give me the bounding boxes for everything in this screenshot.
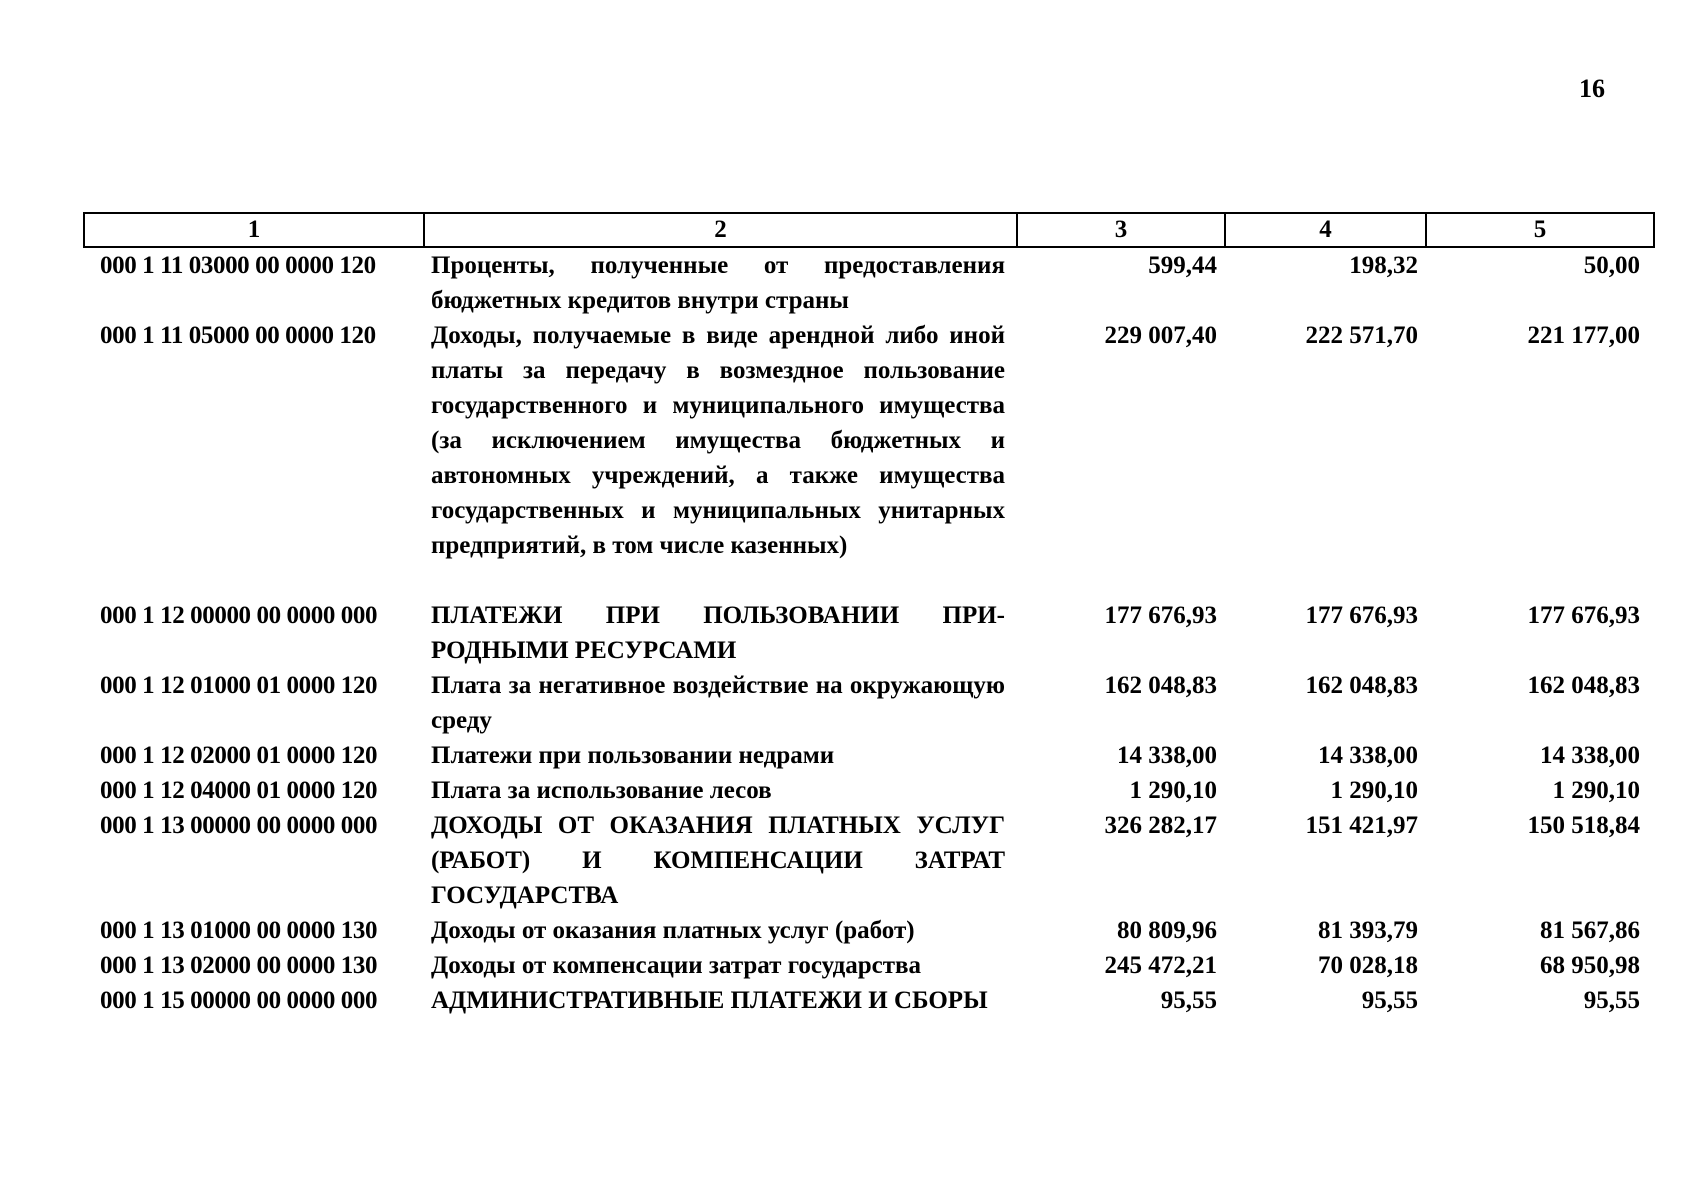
value-col-4: 151 421,97 — [1305, 812, 1418, 839]
revenue-code: 000 1 12 00000 00 0000 000 — [100, 602, 378, 629]
value-col-3: 599,44 — [1148, 252, 1217, 279]
value-col-5: 177 676,93 — [1527, 602, 1640, 629]
value-col-4: 162 048,83 — [1305, 672, 1418, 699]
revenue-name: Плата за использование лесов — [431, 777, 772, 804]
spacer-cell — [84, 563, 1654, 598]
column-header-5: 5 — [1426, 213, 1654, 247]
value-col-4: 198,32 — [1349, 252, 1418, 279]
revenue-code: 000 1 12 01000 01 0000 120 — [100, 672, 378, 699]
revenue-name: ДОХОДЫ ОТ ОКАЗАНИЯ ПЛАТНЫХ УСЛУГ (РАБОТ) И КОМПЕНСАЦИИ ЗАТРАТ ГОСУДАРСТВА — [431, 812, 1005, 909]
revenue-name: Проценты, полученные от предоставления бюджетных кредитов внутри страны — [431, 252, 1005, 314]
value-col-3: 229 007,40 — [1104, 322, 1217, 349]
revenue-name: Доходы от компенсации затрат государства — [431, 952, 922, 979]
table-row — [84, 247, 1654, 318]
table-row — [84, 808, 1654, 913]
value-col-4: 222 571,70 — [1305, 322, 1418, 349]
table-body — [84, 247, 1654, 1018]
page-number: 16 — [1579, 74, 1605, 103]
value-col-4: 1 290,10 — [1330, 777, 1418, 804]
value-col-3: 14 338,00 — [1117, 742, 1217, 769]
value-col-4: 95,55 — [1361, 987, 1418, 1014]
table-row — [84, 598, 1654, 668]
revenue-code: 000 1 12 04000 01 0000 120 — [100, 777, 378, 804]
revenue-code: 000 1 15 00000 00 0000 000 — [100, 987, 378, 1014]
revenue-name: Платежи при пользовании недрами — [431, 742, 835, 769]
budget-revenue-table — [83, 212, 1655, 1018]
spacer-row — [84, 563, 1654, 598]
value-col-5: 150 518,84 — [1527, 812, 1640, 839]
value-col-5: 68 950,98 — [1540, 952, 1640, 979]
revenue-code: 000 1 13 02000 00 0000 130 — [100, 952, 378, 979]
value-col-3: 80 809,96 — [1117, 917, 1217, 944]
value-col-3: 177 676,93 — [1104, 602, 1217, 629]
value-col-4: 81 393,79 — [1318, 917, 1418, 944]
value-col-3: 162 048,83 — [1104, 672, 1217, 699]
revenue-code: 000 1 13 01000 00 0000 130 — [100, 917, 378, 944]
table-row — [84, 668, 1654, 738]
value-col-3: 326 282,17 — [1104, 812, 1217, 839]
column-header-3: 3 — [1017, 213, 1225, 247]
value-col-5: 95,55 — [1583, 987, 1640, 1014]
revenue-code: 000 1 11 03000 00 0000 120 — [100, 252, 376, 279]
table-row — [84, 948, 1654, 983]
table-header-row — [84, 213, 1654, 247]
value-col-4: 14 338,00 — [1318, 742, 1418, 769]
revenue-name: Доходы, получаемые в виде арендной либо иной платы за передачу в возмездное пользование государственного и муниципального имущества (за исключением имущества бюджетных и автономных учреждений, а также имущества государственных и муниципальных унитарных предприятий, в том числе казенных) — [431, 322, 1005, 559]
table-row — [84, 738, 1654, 773]
value-col-5: 81 567,86 — [1540, 917, 1640, 944]
value-col-5: 221 177,00 — [1527, 322, 1640, 349]
column-header-4: 4 — [1225, 213, 1426, 247]
column-header-2: 2 — [424, 213, 1017, 247]
column-header-1: 1 — [84, 213, 424, 247]
revenue-code: 000 1 11 05000 00 0000 120 — [100, 322, 376, 349]
table-row — [84, 773, 1654, 808]
value-col-4: 177 676,93 — [1305, 602, 1418, 629]
revenue-code: 000 1 12 02000 01 0000 120 — [100, 742, 378, 769]
value-col-5: 14 338,00 — [1540, 742, 1640, 769]
value-col-3: 95,55 — [1160, 987, 1217, 1014]
table-row — [84, 913, 1654, 948]
value-col-4: 70 028,18 — [1318, 952, 1418, 979]
table-row — [84, 983, 1654, 1018]
value-col-5: 50,00 — [1583, 252, 1640, 279]
revenue-code: 000 1 13 00000 00 0000 000 — [100, 812, 378, 839]
value-col-3: 1 290,10 — [1129, 777, 1217, 804]
revenue-name: Доходы от оказания платных услуг (работ) — [431, 917, 915, 944]
table-header — [84, 213, 1654, 247]
value-col-3: 245 472,21 — [1104, 952, 1217, 979]
revenue-name: ПЛАТЕЖИ ПРИ ПОЛЬЗОВАНИИ ПРИ-РОДНЫМИ РЕСУРСАМИ — [431, 602, 1005, 664]
revenue-name: АДМИНИСТРАТИВНЫЕ ПЛАТЕЖИ И СБОРЫ — [431, 987, 988, 1014]
revenue-name: Плата за негативное воздействие на окружающую среду — [431, 672, 1005, 734]
table-row — [84, 318, 1654, 563]
value-col-5: 162 048,83 — [1527, 672, 1640, 699]
value-col-5: 1 290,10 — [1552, 777, 1640, 804]
